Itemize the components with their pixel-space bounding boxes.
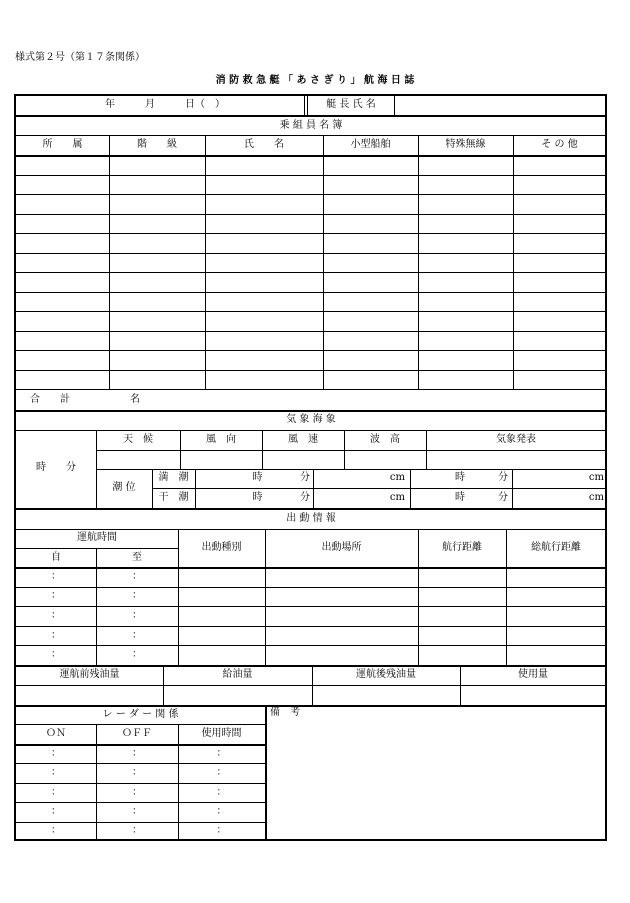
fuel-cell[interactable] <box>164 686 311 704</box>
radar-colon: ： <box>51 747 61 759</box>
crew-cell[interactable] <box>419 371 512 388</box>
crew-cell[interactable] <box>514 332 605 349</box>
crew-total-label: 合 計 <box>30 394 70 405</box>
radar-colon: ： <box>216 747 227 759</box>
dispatch-cell[interactable] <box>419 646 505 664</box>
crew-cell[interactable] <box>206 371 322 388</box>
rule-line <box>16 783 265 784</box>
dispatch-cell[interactable] <box>266 588 417 606</box>
weather-section-title: 気 象 海 象 <box>286 414 336 425</box>
weather-col-header-4: 気象発表 <box>496 434 536 445</box>
rule-line <box>16 763 265 764</box>
minute-unit: 分 <box>498 492 508 503</box>
crew-cell[interactable] <box>206 293 322 310</box>
cm-unit: cm <box>588 492 604 503</box>
document-title: 消 防 救 急 艇 「 あ さ ぎ り 」 航 海 日 誌 <box>215 75 415 86</box>
radar-colon: ： <box>132 805 142 817</box>
time-colon: ： <box>132 649 142 661</box>
crew-cell[interactable] <box>419 176 512 193</box>
crew-cell[interactable] <box>110 371 204 388</box>
crew-cell[interactable] <box>17 195 108 213</box>
rule-line <box>152 488 606 489</box>
crew-col-header-1: 階 級 <box>137 139 177 150</box>
time-colon: ： <box>132 590 142 602</box>
crew-cell[interactable] <box>17 293 108 310</box>
dispatch-cell[interactable] <box>266 627 417 645</box>
remarks-field[interactable] <box>268 721 605 840</box>
minute-unit: 分 <box>300 492 310 503</box>
crew-cell[interactable] <box>419 215 512 232</box>
crew-cell[interactable] <box>110 156 204 174</box>
crew-cell[interactable] <box>514 312 605 330</box>
col-divider <box>205 135 206 390</box>
dispatch-cell[interactable] <box>179 607 264 625</box>
remarks-label: 備 考 <box>270 707 300 718</box>
divider <box>304 96 305 115</box>
weather-col-header-0: 天 候 <box>123 434 153 445</box>
radar-colon: ： <box>51 825 61 837</box>
crew-cell[interactable] <box>419 234 512 252</box>
dispatch-cell[interactable] <box>507 627 605 645</box>
crew-cell[interactable] <box>514 371 605 388</box>
weather-col-header-2: 風 速 <box>288 434 318 445</box>
time-colon: ： <box>132 610 142 621</box>
crew-cell[interactable] <box>419 195 512 213</box>
dispatch-cell[interactable] <box>419 607 505 625</box>
hour-unit: 時 <box>252 492 263 503</box>
dispatch-cell[interactable] <box>266 646 417 664</box>
radar-section-title: レ ー ダ ー 関 係 <box>102 709 179 720</box>
weather-cell[interactable] <box>345 451 425 468</box>
crew-cell[interactable] <box>17 273 108 291</box>
crew-section-title: 乗 組 員 名 簿 <box>279 120 343 131</box>
fuel-cell[interactable] <box>461 686 605 704</box>
dispatch-col-header-2: 航行距離 <box>442 542 482 553</box>
crew-cell[interactable] <box>206 351 322 369</box>
col-divider <box>109 135 110 390</box>
crew-cell[interactable] <box>514 293 605 310</box>
crew-cell[interactable] <box>324 234 417 252</box>
crew-cell[interactable] <box>324 293 417 310</box>
crew-cell[interactable] <box>206 195 322 213</box>
crew-cell[interactable] <box>110 312 204 330</box>
crew-col-header-4: 特殊無線 <box>445 139 486 150</box>
weather-cell[interactable] <box>427 451 605 468</box>
crew-cell[interactable] <box>324 156 417 174</box>
dispatch-cell[interactable] <box>179 568 264 586</box>
tide-row-label-1: 干 潮 <box>158 492 189 503</box>
cm-unit: cm <box>588 472 604 483</box>
fuel-col-header-1: 給油量 <box>222 669 253 680</box>
crew-cell[interactable] <box>17 215 108 232</box>
rule-line <box>16 744 265 746</box>
dispatch-cell[interactable] <box>507 588 605 606</box>
crew-cell[interactable] <box>514 273 605 291</box>
crew-cell[interactable] <box>324 332 417 349</box>
radar-col-header-0: ＯＮ <box>46 728 66 739</box>
crew-cell[interactable] <box>17 156 108 174</box>
weather-cell[interactable] <box>97 451 179 468</box>
crew-cell[interactable] <box>324 312 417 330</box>
radar-colon: ： <box>132 767 142 779</box>
crew-cell[interactable] <box>206 254 322 271</box>
crew-cell[interactable] <box>110 176 204 193</box>
crew-cell[interactable] <box>419 273 512 291</box>
hour-unit: 時 <box>252 472 263 483</box>
rule-line <box>16 529 606 530</box>
crew-cell[interactable] <box>206 156 322 174</box>
time-colon: ： <box>51 590 61 602</box>
crew-cell[interactable] <box>514 215 605 232</box>
crew-cell[interactable] <box>419 254 512 271</box>
rule-line <box>16 724 265 725</box>
crew-col-header-3: 小型船舶 <box>350 139 391 150</box>
dispatch-cell[interactable] <box>266 568 417 586</box>
to-label: 至 <box>132 552 142 563</box>
radar-colon: ： <box>216 805 227 817</box>
crew-cell[interactable] <box>110 195 204 213</box>
crew-cell[interactable] <box>419 293 512 310</box>
dispatch-cell[interactable] <box>419 588 505 606</box>
radar-colon: ： <box>51 786 61 798</box>
radar-col-header-1: ＯＦＦ <box>122 728 152 739</box>
crew-cell[interactable] <box>324 195 417 213</box>
radar-col-header-2: 使用時間 <box>201 728 242 739</box>
crew-cell[interactable] <box>419 332 512 349</box>
dispatch-cell[interactable] <box>266 607 417 625</box>
crew-cell[interactable] <box>514 254 605 271</box>
radar-colon: ： <box>216 767 227 779</box>
minute-unit: 分 <box>300 472 310 483</box>
crew-cell[interactable] <box>17 312 108 330</box>
radar-colon: ： <box>216 786 227 798</box>
crew-cell[interactable] <box>206 312 322 330</box>
captain-name-label: 艇 長 氏 名 <box>326 99 376 110</box>
crew-cell[interactable] <box>206 273 322 291</box>
col-divider <box>418 135 419 390</box>
time-label: 時 分 <box>36 462 76 473</box>
crew-cell[interactable] <box>17 254 108 271</box>
radar-colon: ： <box>132 747 142 759</box>
rule-line <box>16 802 265 803</box>
radar-colon: ： <box>51 805 61 817</box>
cm-unit: cm <box>389 472 405 483</box>
crew-cell[interactable] <box>110 254 204 271</box>
dispatch-cell[interactable] <box>507 568 605 586</box>
crew-cell[interactable] <box>419 351 512 369</box>
dispatch-col-header-0: 出動種別 <box>201 542 242 553</box>
dispatch-col-header-3: 総航行距離 <box>531 542 581 553</box>
cm-unit: cm <box>389 492 405 503</box>
weather-col-header-1: 風 向 <box>206 434 236 445</box>
section-rule <box>16 508 606 510</box>
captain-name-field[interactable] <box>395 97 605 114</box>
dispatch-cell[interactable] <box>179 646 264 664</box>
crew-cell[interactable] <box>17 371 108 388</box>
crew-cell[interactable] <box>206 176 322 193</box>
crew-cell[interactable] <box>514 351 605 369</box>
crew-cell[interactable] <box>419 312 512 330</box>
crew-cell[interactable] <box>514 234 605 252</box>
dispatch-section-title: 出 動 情 報 <box>286 513 336 524</box>
section-rule <box>16 410 606 412</box>
time-colon: ： <box>51 610 61 621</box>
tide-label: 潮 位 <box>112 482 136 493</box>
crew-cell[interactable] <box>110 273 204 291</box>
section-rule <box>16 665 606 667</box>
col-divider <box>265 705 267 841</box>
crew-col-header-2: 氏 名 <box>244 139 284 150</box>
crew-cell[interactable] <box>324 273 417 291</box>
crew-cell[interactable] <box>324 351 417 369</box>
crew-cell[interactable] <box>206 332 322 349</box>
tide-row-label-0: 満 潮 <box>158 472 189 483</box>
date-field-label: 年 月 日（ ） <box>105 99 225 110</box>
hour-unit: 時 <box>455 472 465 483</box>
time-colon: ： <box>51 629 61 641</box>
radar-colon: ： <box>132 786 142 798</box>
dispatch-cell[interactable] <box>419 627 505 645</box>
weather-cell[interactable] <box>181 451 261 468</box>
crew-cell[interactable] <box>324 176 417 193</box>
crew-cell[interactable] <box>514 176 605 193</box>
crew-col-header-5: そ の 他 <box>541 139 578 150</box>
crew-cell[interactable] <box>110 351 204 369</box>
crew-total-unit: 名 <box>130 394 140 405</box>
operating-time-label: 運航時間 <box>77 532 117 543</box>
col-divider <box>513 135 514 390</box>
crew-cell[interactable] <box>17 332 108 349</box>
crew-cell[interactable] <box>17 351 108 369</box>
weather-col-header-3: 波 高 <box>370 434 400 445</box>
crew-cell[interactable] <box>419 156 512 174</box>
crew-cell[interactable] <box>17 176 108 193</box>
crew-cell[interactable] <box>206 215 322 232</box>
crew-cell[interactable] <box>514 195 605 213</box>
radar-colon: ： <box>216 825 227 837</box>
minute-unit: 分 <box>498 472 508 483</box>
form-number: 様式第２号（第１７条関係） <box>15 52 145 63</box>
crew-cell[interactable] <box>324 254 417 271</box>
crew-cell[interactable] <box>110 215 204 232</box>
fuel-col-header-0: 運航前残油量 <box>59 669 120 680</box>
crew-cell[interactable] <box>324 371 417 388</box>
dispatch-cell[interactable] <box>507 646 605 664</box>
time-colon: ： <box>132 629 142 641</box>
crew-cell[interactable] <box>514 156 605 174</box>
crew-cell[interactable] <box>110 293 204 310</box>
rule-line <box>16 135 606 136</box>
fuel-cell[interactable] <box>17 686 162 704</box>
rule-line <box>16 548 178 549</box>
time-colon: ： <box>51 570 61 582</box>
from-label: 自 <box>51 552 61 563</box>
dispatch-cell[interactable] <box>179 588 264 606</box>
section-rule <box>16 705 606 707</box>
crew-col-header-0: 所 属 <box>42 139 83 150</box>
section-rule <box>16 115 606 117</box>
fuel-cell[interactable] <box>313 686 459 704</box>
fuel-col-header-3: 使用量 <box>518 669 548 680</box>
rule-line <box>96 469 606 470</box>
crew-cell[interactable] <box>110 332 204 349</box>
crew-cell[interactable] <box>324 215 417 232</box>
dispatch-cell[interactable] <box>507 607 605 625</box>
hour-unit: 時 <box>455 492 465 503</box>
dispatch-cell[interactable] <box>419 568 505 586</box>
crew-cell[interactable] <box>110 234 204 252</box>
col-divider <box>323 135 324 390</box>
radar-colon: ： <box>51 767 61 779</box>
fuel-col-header-2: 運航後残油量 <box>356 669 416 680</box>
rule-line <box>16 389 606 390</box>
radar-colon: ： <box>132 825 142 837</box>
crew-cell[interactable] <box>206 234 322 252</box>
rule-line <box>16 430 606 431</box>
rule-line <box>16 822 265 823</box>
time-colon: ： <box>132 570 142 582</box>
dispatch-col-header-1: 出動場所 <box>321 542 362 553</box>
dispatch-cell[interactable] <box>179 627 264 645</box>
logbook-form <box>14 94 607 841</box>
weather-cell[interactable] <box>263 451 343 468</box>
crew-cell[interactable] <box>17 234 108 252</box>
time-colon: ： <box>51 649 61 661</box>
